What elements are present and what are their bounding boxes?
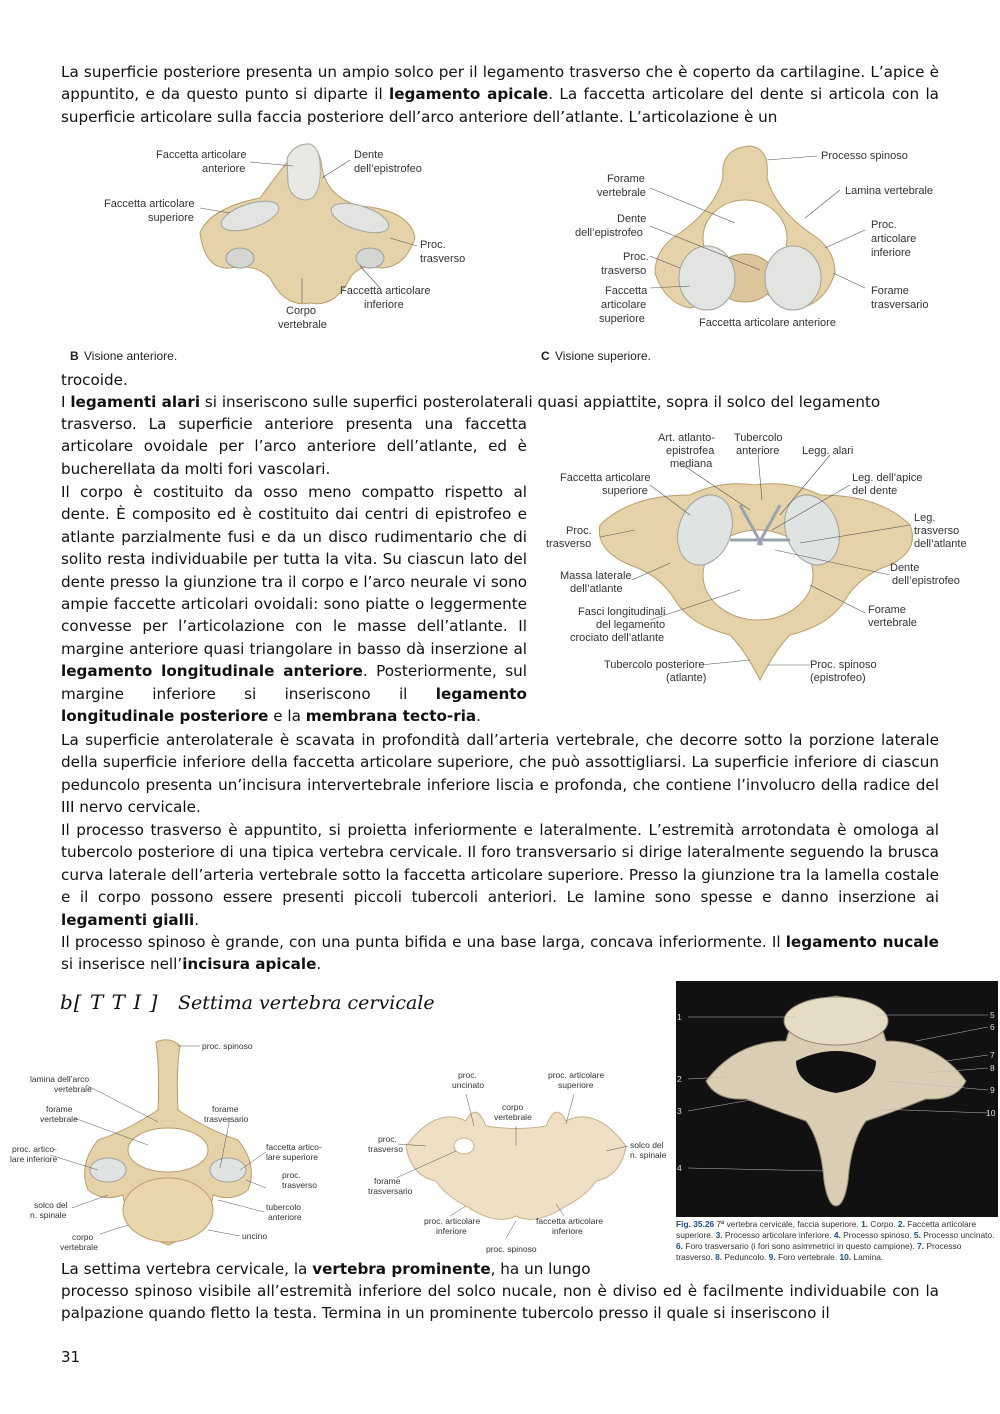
- svg-text:Massa laterale: [560, 570, 632, 582]
- svg-text:dell’atlante: [914, 538, 967, 550]
- photo-number: 9: [990, 1085, 995, 1095]
- caption-item-number: 7.: [917, 1241, 925, 1251]
- label: (atlante): [666, 672, 707, 684]
- label: articolare: [601, 299, 647, 311]
- label: anteriore: [736, 445, 780, 457]
- caption-item-number: 2.: [897, 1219, 905, 1229]
- caption-item-number: 10.: [839, 1252, 852, 1262]
- transverse-foramen: [454, 1138, 474, 1154]
- svg-text:Proc.: [420, 239, 446, 251]
- facet-left: [90, 1158, 126, 1182]
- svg-text:faccetta articolare: [536, 1216, 603, 1226]
- svg-text:Dente: [890, 562, 919, 574]
- svg-text:trasversario: [871, 299, 928, 311]
- label: Tubercolo: [734, 432, 783, 444]
- text: e la: [268, 707, 306, 726]
- photo-number: 6: [990, 1022, 995, 1032]
- figure-g-c7-photo: [676, 981, 998, 1217]
- svg-text:Faccetta articolare: [104, 198, 194, 210]
- label: vertebrale: [597, 187, 646, 199]
- label: Leg.: [914, 512, 936, 524]
- svg-text:superiore: [599, 313, 645, 325]
- label: anteriore: [268, 1212, 302, 1222]
- caption-item-number: 9.: [768, 1252, 776, 1262]
- paragraph-dente-superficie: [61, 61, 939, 128]
- label: proc.: [378, 1134, 397, 1144]
- label: faccetta articolare: [536, 1216, 604, 1226]
- caption-letter: C: [541, 349, 550, 363]
- svg-text:Proc.: [566, 525, 592, 537]
- label: Forame: [868, 604, 906, 616]
- label: Faccetta: [605, 285, 648, 297]
- text: La superficie anterolaterale è scavata in profondità dall’arteria vertebrale, che decorre sotto la porzione laterale della superficie inferiore della faccetta articolare superiore, che può assottigliarsi. La superficie inferiore di ciascun peduncolo presenta un’incisura intervertebrale inferiore liscia e profonda, che contiene l’involucro della radice del III nervo cervicale.: [61, 731, 939, 817]
- caption-item-text: Foro vertebrale.: [775, 1252, 840, 1262]
- section-title: Settima vertebra cervicale: [178, 992, 435, 1014]
- label: proc. spinoso: [486, 1244, 537, 1254]
- svg-text:vertebrale: [494, 1112, 532, 1122]
- svg-text:Faccetta articolare: [560, 472, 650, 484]
- svg-text:Forame: [871, 285, 909, 297]
- label: corpo: [502, 1102, 524, 1112]
- svg-text:corpo: [502, 1102, 524, 1112]
- label: Tubercolo posteriore: [604, 659, 705, 671]
- svg-text:mediana: [670, 458, 713, 470]
- text: . Posteriormente, sul margine inferiore si inseriscono il: [61, 662, 528, 703]
- label: Fasci longitudinali: [578, 606, 666, 618]
- label: lare superiore: [266, 1152, 318, 1162]
- label: Dente: [354, 149, 384, 161]
- facet-sup-left: [679, 246, 735, 310]
- svg-text:Forame: [607, 173, 645, 185]
- svg-text:articolare: [601, 299, 646, 311]
- svg-text:dell’atlante: [570, 583, 623, 595]
- svg-text:vertebrale: [54, 1084, 92, 1094]
- text: Il processo trasverso è appuntito, si proietta inferiormente e lateralmente. L’estremità arrotondata è omologa al tubercolo posteriore di una tipica vertebra cervicale. Il foro transversario si dirige lateralmente seguendo la brusca curva laterale dell’arteria vertebrale sotto la faccetta articolare superiore. Presso la giunzione tra la lamella costale e il corpo possono essere presenti piccoli tubercoli anteriori. Le lamine sono spesse e danno inserzione ai: [61, 821, 939, 907]
- caption-item-text: Processo spinoso.: [840, 1230, 914, 1240]
- figure-e-c7-superior: [8, 1030, 328, 1258]
- svg-text:superiore: [602, 485, 648, 497]
- facet-right: [210, 1158, 246, 1182]
- label: dell’epistrofeo: [892, 575, 960, 587]
- label: proc.: [458, 1070, 477, 1080]
- text: processo spinoso visibile all’estremità inferiore del solco nucale, non è diviso ed è facilmente individuabile con la palpazione quando fletto la testa. Termina in un prominente tubercolo presso il quale si inseriscono il: [61, 1282, 939, 1323]
- svg-text:Faccetta: [605, 285, 648, 297]
- label: inferiore: [552, 1226, 583, 1236]
- svg-text:proc.: [378, 1134, 397, 1144]
- text: Il corpo è costituito da osso meno compatto rispetto al dente. È composito ed è costituito dai centri di epistrofeo e atlante parzialmente fusi e da un disco rudimentario che di solito resta individuabile per tutta la vita. Su ciascun lato del dente presso la giunzione tra il corpo e l’arco neurale vi sono ampie faccette articolari ovoidali: sono piatte o leggermente convesse per l’articolazione con le masse dell’atlante. Il margine anteriore quasi triangolare in basso dà inserzione al: [61, 483, 527, 658]
- photo-body: [784, 997, 888, 1045]
- text: . La faccetta articolare del dente si articola con la superficie articolare sulla faccia posteriore dell’arco anteriore dell’atlante. L’articolazione è un: [61, 85, 939, 126]
- svg-text:anteriore: [202, 163, 245, 175]
- label: Processo spinoso: [821, 150, 908, 162]
- label: proc. artico-: [12, 1144, 57, 1154]
- term-legamento-apicale: legamento apicale: [389, 85, 549, 104]
- svg-text:dell’epistrofeo: [354, 163, 422, 175]
- paragraph-vertebra-prominente: [61, 1258, 661, 1280]
- vertebral-body: [123, 1178, 213, 1242]
- svg-text:(epistrofeo): [810, 672, 866, 684]
- label: inferiore: [436, 1226, 467, 1236]
- svg-text:inferiore: [364, 299, 404, 311]
- svg-text:superiore: [558, 1080, 594, 1090]
- photo-number: 3: [677, 1106, 682, 1116]
- label: vertebrale: [494, 1112, 532, 1122]
- caption-fig-number: Fig. 35.26: [676, 1219, 715, 1229]
- label: inferiore: [364, 299, 404, 311]
- label: trasverso: [601, 265, 647, 277]
- svg-text:lare inferiore: [10, 1154, 58, 1164]
- label: trasverso: [914, 525, 960, 537]
- svg-text:lamina dell’arco: [30, 1074, 89, 1084]
- label: lare inferiore: [10, 1154, 58, 1164]
- text: si inseriscono sulle superfici posterolaterali quasi appiattite, sopra il solco del legamento: [200, 393, 881, 411]
- label: (epistrofeo): [810, 672, 866, 684]
- svg-text:anteriore: [736, 445, 779, 457]
- photo-number: 1: [677, 1012, 682, 1022]
- svg-text:Corpo: [286, 305, 316, 317]
- label: forame: [46, 1104, 73, 1114]
- label: vertebrale: [868, 617, 917, 629]
- text: .: [316, 955, 322, 974]
- svg-text:trasverso: [601, 265, 646, 277]
- svg-text:vertebrale: [868, 617, 917, 629]
- label: Legg. alari: [802, 445, 854, 457]
- label: Leg. dell’apice: [852, 472, 923, 484]
- paragraph-processo-spinoso-c7: [61, 1280, 939, 1325]
- photo-number: 8: [990, 1063, 995, 1073]
- caption: Visione superiore.: [555, 349, 651, 363]
- svg-text:Proc.: [623, 251, 649, 263]
- photo-number: 4: [677, 1163, 682, 1173]
- svg-text:inferiore: [552, 1226, 583, 1236]
- label: trasverso: [368, 1144, 403, 1154]
- svg-text:faccetta artico-: [266, 1142, 322, 1152]
- text: , ha un lungo: [490, 1260, 591, 1278]
- label: epistrofea: [666, 445, 715, 457]
- caption-item-text: Peduncolo.: [722, 1252, 769, 1262]
- label: tubercolo: [266, 1202, 301, 1212]
- figure-c-superior-view: [535, 138, 955, 368]
- label: articolare: [871, 233, 917, 245]
- svg-text:proc. spinoso: [486, 1244, 537, 1254]
- label: Proc.: [871, 219, 897, 231]
- svg-text:Proc. spinoso: [810, 659, 877, 671]
- label: uncinato: [452, 1080, 485, 1090]
- figure-d-ligaments: [540, 425, 980, 690]
- svg-text:proc. articolare: [424, 1216, 480, 1226]
- svg-text:inferiore: [871, 247, 911, 259]
- label: superiore: [148, 212, 194, 224]
- svg-text:dell’epistrofeo: [575, 227, 643, 239]
- caption-item-text: Corpo.: [868, 1219, 898, 1229]
- caption-item-number: 5.: [913, 1230, 921, 1240]
- svg-text:vertebrale: [60, 1242, 98, 1252]
- svg-text:Leg.: [914, 512, 935, 524]
- label: Forame: [871, 285, 909, 297]
- term-lla: legamento longitudinale anteriore: [61, 662, 363, 681]
- svg-text:trasverso: [914, 525, 959, 537]
- label: n. spinale: [630, 1150, 666, 1160]
- label: dell’atlante: [570, 583, 623, 595]
- svg-text:proc.: [282, 1170, 301, 1180]
- svg-text:Faccetta articolare anteriore: [699, 317, 836, 329]
- label: vertebrale: [60, 1242, 98, 1252]
- label: dell’epistrofeo: [575, 227, 643, 239]
- svg-text:lare superiore: [266, 1152, 318, 1162]
- svg-text:Fasci longitudinali: [578, 606, 665, 618]
- text: La settima vertebra cervicale, la: [61, 1260, 313, 1278]
- svg-text:Proc.: [871, 219, 897, 231]
- caption-item-number: 8.: [715, 1252, 723, 1262]
- term-incisura-apicale: incisura apicale: [182, 955, 317, 974]
- paragraph-superficie-anterolaterale: [61, 729, 939, 819]
- term-vertebra-prominente: vertebra prominente: [312, 1260, 491, 1278]
- label: forame: [374, 1176, 401, 1186]
- text: trasverso. La superficie anteriore presenta una faccetta articolare ovoidale per l’arco anteriore dell’atlante, ed è bucherellata da molti fori vascolari.: [61, 415, 527, 478]
- svg-text:Legg. alari: [802, 445, 853, 457]
- paragraph-corpo: [61, 481, 527, 727]
- svg-text:trasverso: [420, 253, 465, 265]
- caption-item-text: Foro trasversario (i fori sono asimmetrici in questo campione).: [683, 1241, 918, 1251]
- photo-number: 2: [677, 1074, 682, 1084]
- label: superiore: [558, 1080, 594, 1090]
- svg-text:n. spinale: [630, 1150, 666, 1160]
- paragraph-processo-trasverso: [61, 819, 939, 931]
- svg-text:articolare: [871, 233, 916, 245]
- svg-text:solco del: [630, 1140, 664, 1150]
- caption-item-text: Processo articolare inferiore.: [722, 1230, 834, 1240]
- label: faccetta artico-: [266, 1142, 322, 1152]
- label: dell’atlante: [914, 538, 967, 550]
- photo-number: 5: [990, 1010, 995, 1020]
- label: trasversario: [368, 1186, 413, 1196]
- label: Faccetta articolare: [560, 472, 651, 484]
- paragraph-superficie-anteriore: [61, 413, 527, 480]
- photo-number: 7: [990, 1050, 995, 1060]
- caption-item-number: 6.: [676, 1241, 683, 1251]
- svg-text:Art. atlanto-: [658, 432, 715, 444]
- svg-text:inferiore: [436, 1226, 467, 1236]
- svg-text:dell’epistrofeo: [892, 575, 960, 587]
- svg-text:solco del: [34, 1200, 68, 1210]
- label: forame: [212, 1104, 239, 1114]
- svg-text:Dente: [354, 149, 383, 161]
- dens-cartilage: [287, 144, 320, 200]
- text: .: [476, 707, 481, 726]
- label: trasversario: [871, 299, 929, 311]
- page-number: 31: [61, 1348, 81, 1366]
- svg-text:forame: [46, 1104, 73, 1114]
- label: n. spinale: [30, 1210, 67, 1220]
- figure-g-caption: [676, 1219, 998, 1263]
- caption-item-number: 4.: [833, 1230, 841, 1240]
- section-number: b[ T T I ]: [60, 990, 159, 1014]
- svg-text:trasversario: [368, 1186, 413, 1196]
- label: trasversario: [204, 1114, 249, 1124]
- svg-text:vertebrale: [278, 319, 327, 331]
- svg-text:crociato dell’atlante: [570, 632, 664, 644]
- label: Faccetta articolare: [104, 198, 195, 210]
- svg-text:del dente: [852, 485, 897, 497]
- caption-item-number: 3.: [715, 1230, 723, 1240]
- label: Dente: [617, 213, 647, 225]
- svg-text:trasverso: [368, 1144, 403, 1154]
- text: si inserisce nell’: [61, 955, 183, 974]
- photo-number: 10: [986, 1108, 996, 1118]
- svg-text:uncinato: [452, 1080, 484, 1090]
- label: Proc. spinoso: [810, 659, 877, 671]
- text: trocoide.: [61, 371, 128, 389]
- label: solco del: [630, 1140, 664, 1150]
- caption-item-text: Processo trasverso.: [676, 1241, 962, 1262]
- svg-text:del legamento: [596, 619, 665, 631]
- label: Forame: [607, 173, 645, 185]
- term-llp: legamento longitudinale posteriore: [61, 684, 527, 726]
- label: proc. spinoso: [202, 1041, 253, 1051]
- label: anteriore: [202, 163, 246, 175]
- svg-text:superiore: [148, 212, 194, 224]
- svg-text:forame: [374, 1176, 401, 1186]
- label: dell’epistrofeo: [354, 163, 422, 175]
- caption-letter: B: [70, 349, 79, 363]
- svg-text:proc.: [458, 1070, 477, 1080]
- term-membrana: membrana tecto-ria: [305, 707, 477, 726]
- svg-text:n. spinale: [30, 1210, 67, 1220]
- svg-text:trasverso: [282, 1180, 317, 1190]
- label: Proc.: [623, 251, 649, 263]
- label: superiore: [599, 313, 645, 325]
- paragraph-trocoide: [61, 369, 939, 391]
- facet-sup-right: [765, 246, 821, 310]
- label: Faccetta articolare: [340, 285, 431, 297]
- svg-text:vertebrale: [597, 187, 646, 199]
- paragraph-legamenti-alari: [61, 391, 939, 413]
- label: mediana: [670, 458, 713, 470]
- term-legamenti-alari: legamenti alari: [70, 393, 201, 411]
- label: Dente: [890, 562, 920, 574]
- svg-text:forame: [212, 1104, 239, 1114]
- facet-inf-right: [356, 248, 384, 268]
- label: Proc.: [420, 239, 446, 251]
- label: vertebrale: [54, 1084, 92, 1094]
- label: vertebrale: [40, 1114, 78, 1124]
- label: del dente: [852, 485, 898, 497]
- facet-inf-left: [226, 248, 254, 268]
- svg-text:Lamina vertebrale: [845, 185, 933, 197]
- svg-text:Faccetta articolare: [156, 149, 246, 161]
- text: Il processo spinoso è grande, con una punta bifida e una base larga, concava inferiormente. Il: [61, 933, 786, 951]
- svg-text:proc. spinoso: [202, 1041, 253, 1051]
- label: inferiore: [871, 247, 911, 259]
- label: corpo: [72, 1232, 94, 1242]
- label: proc.: [282, 1170, 301, 1180]
- svg-text:Forame: [868, 604, 906, 616]
- term-legamenti-gialli: legamenti gialli: [61, 910, 195, 929]
- label: lamina dell’arco: [30, 1074, 90, 1084]
- label: vertebrale: [278, 319, 327, 331]
- caption-item-text: Processo uncinato.: [920, 1230, 995, 1240]
- caption-item-text: Faccetta articolare superiore.: [676, 1219, 977, 1240]
- label: trasverso: [420, 253, 466, 265]
- svg-text:trasverso: [546, 538, 591, 550]
- svg-text:epistrofea: [666, 445, 715, 457]
- label: uncino: [242, 1231, 268, 1241]
- label: superiore: [602, 485, 648, 497]
- svg-text:Processo spinoso: [821, 150, 908, 162]
- label: del legamento: [596, 619, 666, 631]
- svg-text:corpo: [72, 1232, 94, 1242]
- svg-text:vertebrale: [40, 1114, 78, 1124]
- caption-item-number: 1.: [861, 1219, 869, 1229]
- svg-text:Tubercolo: [734, 432, 783, 444]
- svg-text:Faccetta articolare: [340, 285, 430, 297]
- term-legamento-nucale: legamento nucale: [785, 933, 939, 951]
- label: Faccetta articolare: [156, 149, 247, 161]
- label: Lamina vertebrale: [845, 185, 934, 197]
- label: proc. articolare: [424, 1216, 481, 1226]
- svg-text:proc. artico-: [12, 1144, 57, 1154]
- caption-text: 7ª vertebra cervicale, faccia superiore.: [714, 1219, 862, 1229]
- svg-text:Tubercolo posteriore: [604, 659, 704, 671]
- text: .: [194, 910, 200, 929]
- label: trasverso: [546, 538, 592, 550]
- figure-b-anterior-view: [60, 138, 500, 368]
- svg-text:Dente: [617, 213, 646, 225]
- svg-text:(atlante): [666, 672, 706, 684]
- label: Massa laterale: [560, 570, 632, 582]
- text: I: [61, 393, 71, 411]
- label: proc. articolare: [548, 1070, 605, 1080]
- text: La superficie posteriore presenta un ampio solco per il legamento trasverso che è coperto da cartilagine. L’apice è appuntito, e da questo punto si diparte il: [61, 63, 939, 104]
- label: Corpo: [286, 305, 316, 317]
- svg-text:trasversario: [204, 1114, 249, 1124]
- svg-text:anteriore: [268, 1212, 302, 1222]
- caption: Visione anteriore.: [84, 349, 178, 363]
- label: solco del: [34, 1200, 68, 1210]
- figure-f-c7-anterior: [366, 1066, 666, 1260]
- label: Art. atlanto-: [658, 432, 715, 444]
- label: trasverso: [282, 1180, 317, 1190]
- svg-text:proc. articolare: [548, 1070, 604, 1080]
- svg-text:Leg. dell’apice: [852, 472, 922, 484]
- svg-text:uncino: [242, 1231, 267, 1241]
- vertebral-foramen: [128, 1128, 208, 1172]
- paragraph-processo-spinoso: [61, 931, 939, 976]
- caption-item-text: Lamina.: [851, 1252, 884, 1262]
- svg-text:tubercolo: [266, 1202, 301, 1212]
- label: Proc.: [566, 525, 592, 537]
- label: crociato dell’atlante: [570, 632, 665, 644]
- label: Faccetta articolare anteriore: [699, 317, 836, 329]
